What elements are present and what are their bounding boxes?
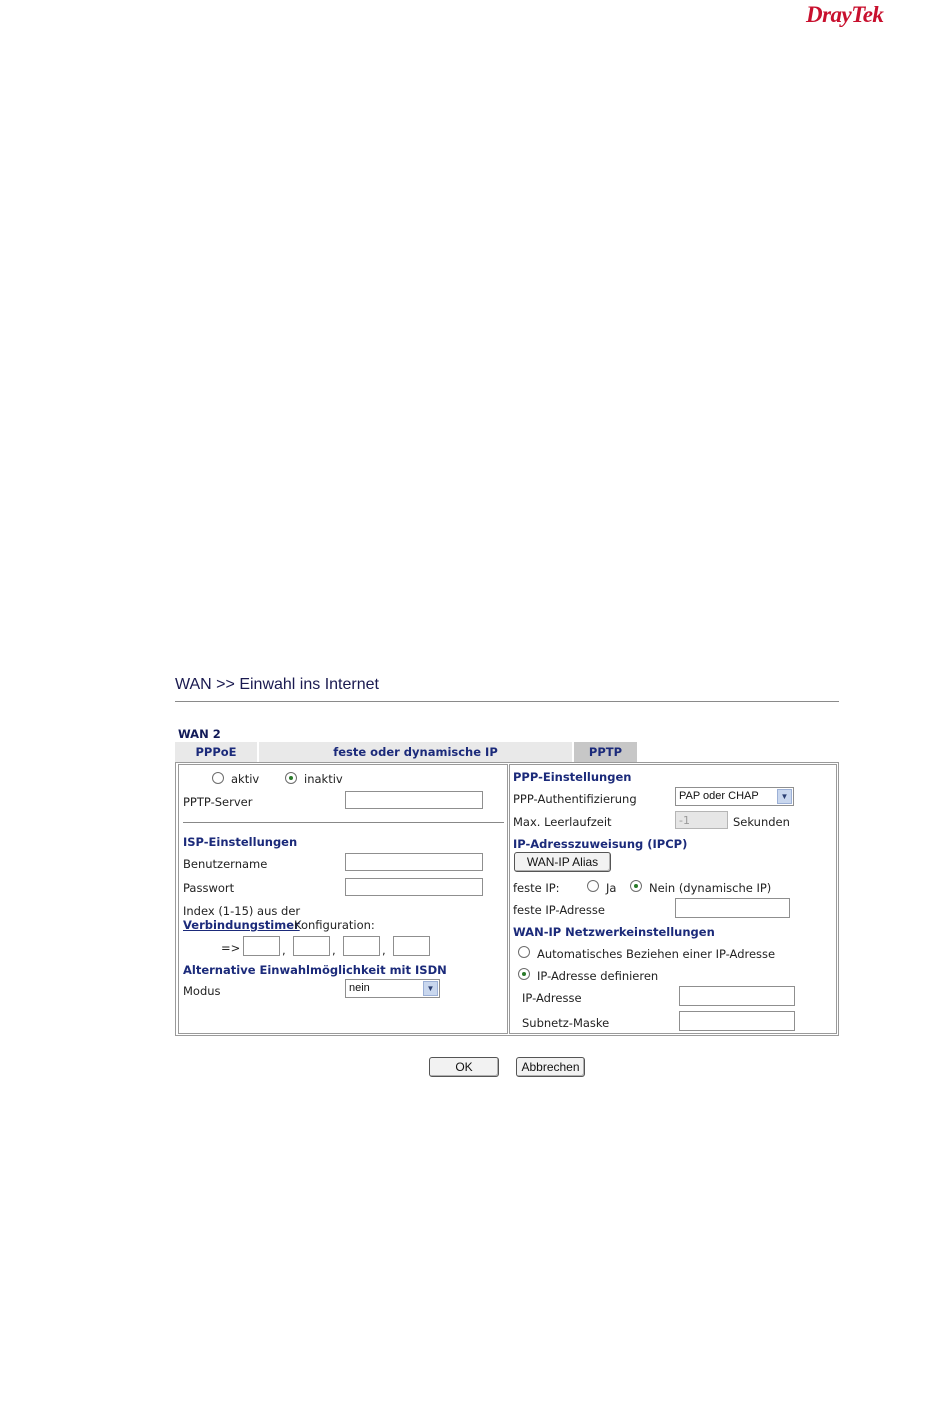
settings-panel <box>175 762 839 1036</box>
chevron-down-icon: ▼ <box>777 789 792 804</box>
verbindungstimer-link[interactable]: Verbindungstimer <box>183 918 300 932</box>
wan-label: WAN 2 <box>178 727 221 741</box>
inaktiv-radio[interactable] <box>285 772 297 784</box>
tab-static-dynamic-ip[interactable]: feste oder dynamische IP <box>259 742 572 762</box>
chevron-down-icon: ▼ <box>423 981 438 996</box>
fixed-ip-nein-label: Nein (dynamische IP) <box>649 881 772 895</box>
timer-index-2-input[interactable] <box>293 936 330 956</box>
wan-ip-alias-button[interactable]: WAN-IP Alias <box>514 852 611 872</box>
aktiv-radio[interactable] <box>212 772 224 784</box>
subnet-mask-label: Subnetz-Maske <box>522 1016 610 1030</box>
ip-address-label: IP-Adresse <box>522 991 582 1005</box>
mode-select-value: nein <box>349 982 370 994</box>
idle-unit: Sekunden <box>733 815 790 829</box>
config-text: Konfiguration: <box>294 918 375 932</box>
define-ip-radio[interactable] <box>518 968 530 980</box>
auto-ip-radio[interactable] <box>518 946 530 958</box>
page-title: WAN >> Einwahl ins Internet <box>175 676 379 693</box>
aktiv-label: aktiv <box>231 772 260 786</box>
isp-heading: ISP-Einstellungen <box>183 835 298 849</box>
fixed-ip-ja-label: Ja <box>606 881 617 895</box>
subnet-mask-input[interactable] <box>679 1011 795 1031</box>
pptp-server-input[interactable] <box>345 791 483 809</box>
ppp-heading: PPP-Einstellungen <box>513 770 632 784</box>
username-label: Benutzername <box>183 857 268 871</box>
auth-select[interactable] <box>675 787 794 806</box>
tab-pptp[interactable]: PPTP <box>574 742 637 762</box>
inaktiv-label: inaktiv <box>304 772 343 786</box>
index-comma-2: , <box>332 943 336 957</box>
auth-label: PPP-Authentifizierung <box>513 792 637 806</box>
auto-ip-label: Automatisches Beziehen einer IP-Adresse <box>537 947 776 961</box>
idle-timeout-input[interactable] <box>675 811 728 829</box>
ip-address-input[interactable] <box>679 986 795 1006</box>
tab-pppoe[interactable]: PPPoE <box>175 742 257 762</box>
ipcp-heading: IP-Adresszuweisung (IPCP) <box>513 837 688 851</box>
mode-label: Modus <box>183 984 221 998</box>
tab-bar <box>175 742 639 762</box>
fixed-ip-label: feste IP: <box>513 881 560 895</box>
fixed-ip-ja-radio[interactable] <box>587 880 599 892</box>
username-input[interactable] <box>345 853 483 871</box>
timer-index-1-input[interactable] <box>243 936 280 956</box>
index-text: Index (1-15) aus der <box>183 904 301 918</box>
timer-index-3-input[interactable] <box>343 936 380 956</box>
fixed-ip-nein-radio[interactable] <box>630 880 642 892</box>
password-input[interactable] <box>345 878 483 896</box>
mode-select[interactable] <box>345 979 440 998</box>
timer-index-4-input[interactable] <box>393 936 430 956</box>
left-divider <box>183 822 504 823</box>
draytek-logo: DrayTek <box>806 2 884 27</box>
right-column <box>509 764 837 1034</box>
wanip-heading: WAN-IP Netzwerkeinstellungen <box>513 925 715 939</box>
password-label: Passwort <box>183 881 235 895</box>
left-column <box>178 764 508 1034</box>
auth-select-value: PAP oder CHAP <box>679 790 759 802</box>
index-comma-1: , <box>282 943 286 957</box>
index-comma-3: , <box>382 943 386 957</box>
pptp-server-label: PPTP-Server <box>183 795 253 809</box>
index-arrow: => <box>221 941 241 955</box>
isdn-heading: Alternative Einwahlmöglichkeit mit ISDN <box>183 963 447 977</box>
cancel-button[interactable]: Abbrechen <box>516 1057 585 1077</box>
define-ip-label: IP-Adresse definieren <box>537 969 659 983</box>
fixed-ip-address-label: feste IP-Adresse <box>513 903 605 917</box>
idle-label: Max. Leerlaufzeit <box>513 815 612 829</box>
title-divider <box>175 701 839 702</box>
fixed-ip-address-input[interactable] <box>675 898 790 918</box>
ok-button[interactable]: OK <box>429 1057 499 1077</box>
